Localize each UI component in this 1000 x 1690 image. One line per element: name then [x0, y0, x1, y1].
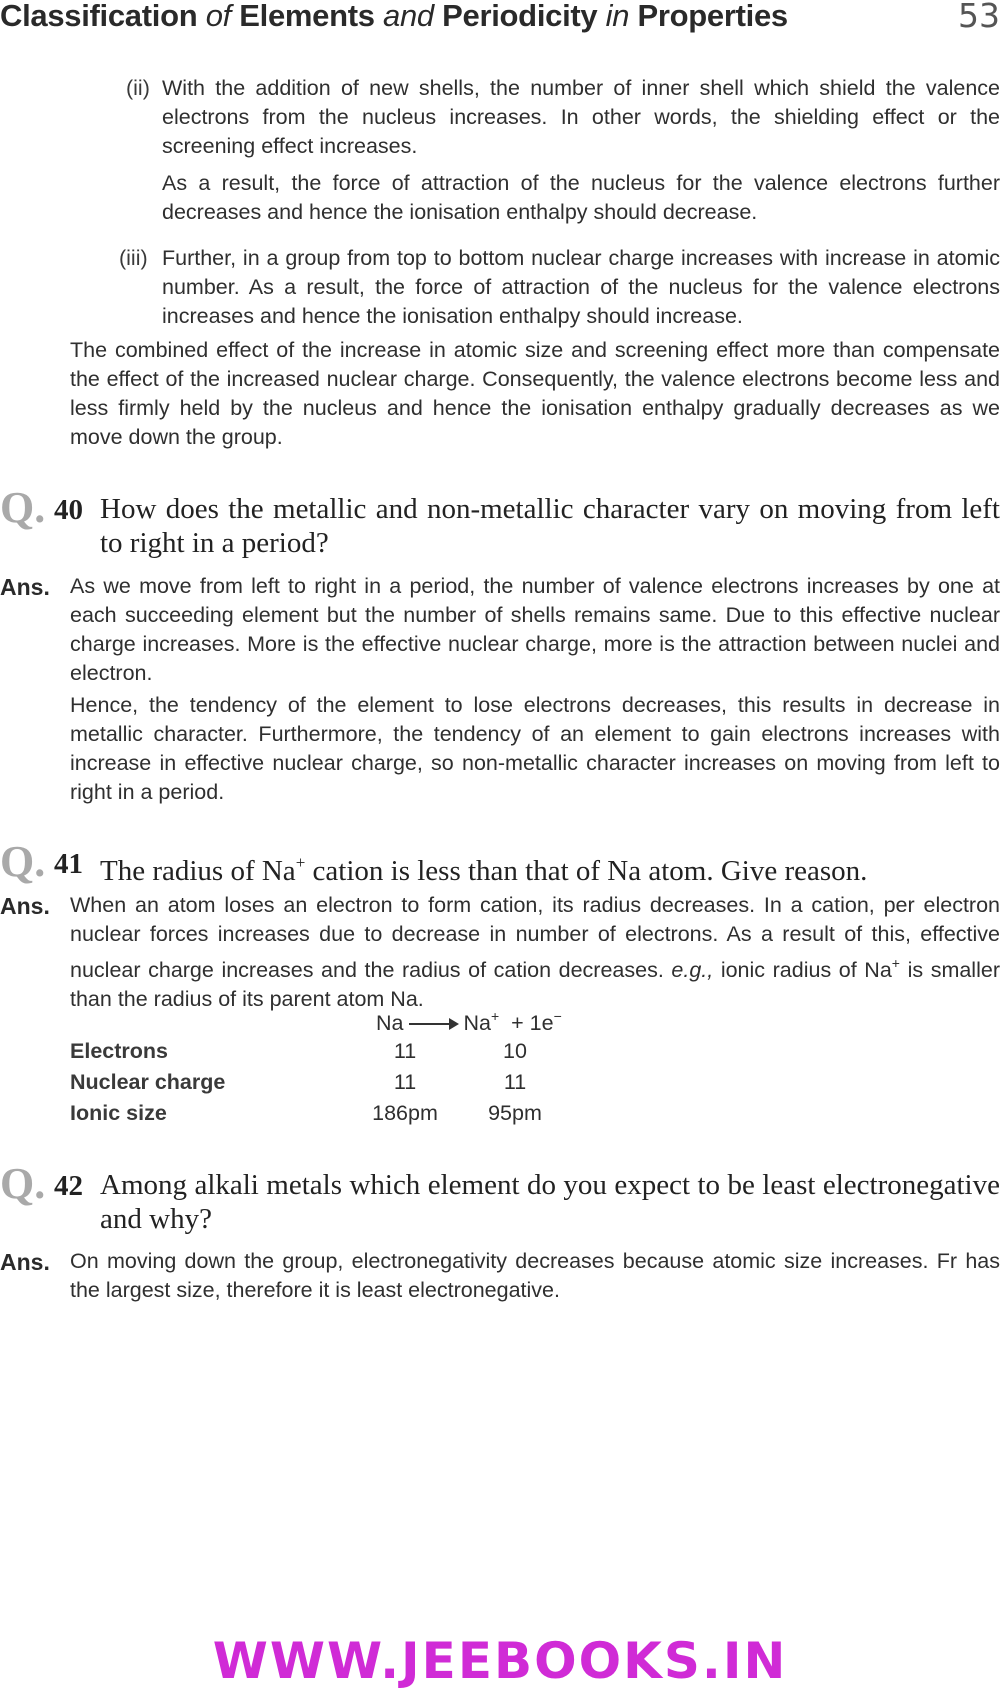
- page-header: [0, 0, 1000, 40]
- table-row: Ionic size 186pm 95pm: [70, 1101, 542, 1125]
- answer-label: Ans.: [0, 1249, 50, 1275]
- question-mark-icon: Q.: [0, 1159, 46, 1208]
- answer-label: Ans.: [0, 893, 50, 919]
- question-number: 41: [54, 848, 83, 880]
- page-number: 53: [958, 0, 1000, 35]
- question-text: How does the metallic and non-metallic character vary on moving from left to right in a period?: [100, 493, 1000, 559]
- chapter-title: Classification of Elements and Periodicity in Properties: [0, 0, 788, 33]
- combined-effect-paragraph: The combined effect of the increase in atomic size and screening effect more than compensate the effect of the increased nuclear charge. Consequently, the valence electrons become less and less firmly held by the nucleus and hence the ionisation enthalpy gradually decreases as we move down the group.: [70, 338, 1000, 449]
- reaction-arrow-icon: [409, 1023, 457, 1025]
- watermark-url: WWW.JEEBOOKS.IN: [212, 1632, 788, 1690]
- answer-40: As we move from left to right in a period, the number of valence electrons increases by one at each succeeding element but the number of shells remains same. Due to this effective nuclear charge increases. More is the effective nuclear charge, more is the attraction between nuclei and electron. Hence, the tendency of the element to lose electrons decreases, this results in decrease in metallic character. Furthermore, the tendency of an element to gain electrons increases with increase in effective nuclear charge, so non-metallic character increases on moving from left to right in a period.: [70, 574, 1000, 804]
- answer-41: When an atom loses an electron to form cation, its radius decreases. In a cation, per electron nuclear forces increases due to decrease in number of electrons. As a result of this, effective nuclear charge increases and the radius of cation decreases. e.g., ionic radius of Na+ is smaller than the radius of its parent atom Na.: [70, 893, 1000, 1011]
- question-mark-icon: Q.: [0, 483, 46, 532]
- question-mark-icon: Q.: [0, 837, 46, 886]
- item-iii-text: Further, in a group from top to bottom nuclear charge increases with increase in atomic number. As a result, the force of attraction of the nucleus for the valence electrons increases and hence the ionisation enthalpy should increase.: [162, 246, 1000, 328]
- question-text: The radius of Na+ cation is less than that of Na atom. Give reason.: [100, 853, 868, 887]
- table-row: Nuclear charge 11 11: [70, 1070, 527, 1094]
- question-number: 40: [54, 494, 83, 526]
- answer-label: Ans.: [0, 574, 50, 600]
- item-iii-label: (iii): [119, 246, 148, 270]
- ionisation-equation: Na Na+ + 1e−: [376, 1008, 562, 1035]
- item-ii-text: With the addition of new shells, the number of inner shell which shield the valence electrons from the nucleus increases. In other words, the shielding effect or the screening effect increases. As a result, the force of attraction of the nucleus for the valence electrons further decreases and hence the ionisation enthalpy should decrease.: [162, 76, 1000, 224]
- table-row: Electrons 11 10: [70, 1039, 527, 1063]
- item-ii-label: (ii): [126, 76, 150, 100]
- question-text: Among alkali metals which element do you expect to be least electronegative and why?: [100, 1169, 1000, 1235]
- question-number: 42: [54, 1170, 83, 1202]
- answer-42: On moving down the group, electronegativity decreases because atomic size increases. Fr has the largest size, therefore it is least electronegative.: [70, 1249, 1000, 1302]
